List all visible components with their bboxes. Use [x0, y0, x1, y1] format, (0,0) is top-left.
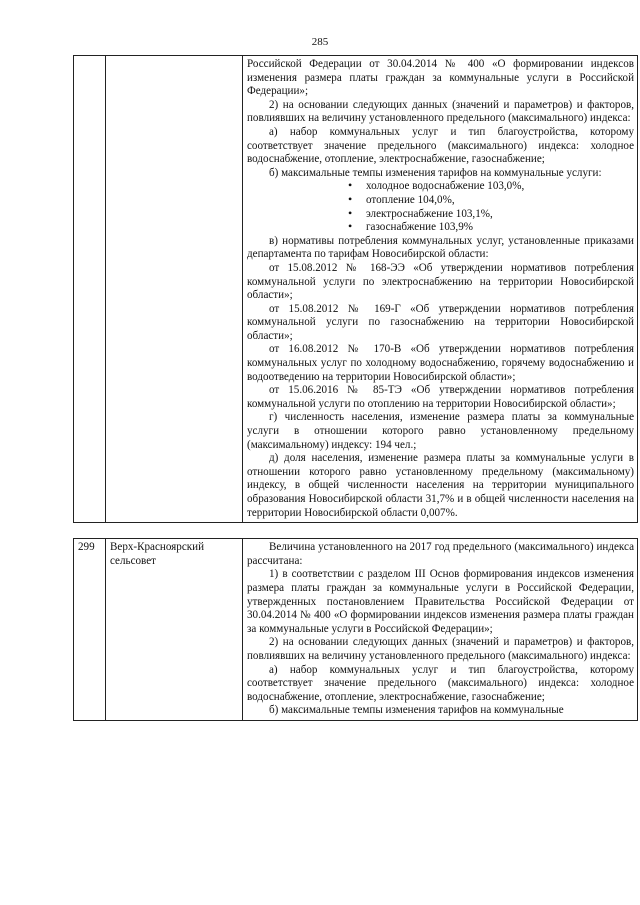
list-item: • газоснабжение 103,9%	[364, 221, 634, 235]
list-item: • отопление 104,0%,	[364, 194, 634, 208]
row-number-cell: 299	[74, 539, 106, 721]
paragraph: 2) на основании следующих данных (значений и параметров) и факторов, повлиявших на величину установленного предельного (максимального) индекса:	[247, 636, 634, 662]
table-gap	[74, 523, 638, 539]
paragraph: в) нормативы потребления коммунальных услуг, установленные приказами департамента по тарифам Новосибирской области:	[247, 234, 634, 261]
paragraph: г) численность населения, изменение размера платы за коммунальные услуги в отношении которого равно установленному предельному (максимальному) индексу: 194 чел.;	[247, 411, 634, 451]
paragraph: а) набор коммунальных услуг и тип благоустройства, которому соответствует значение предельного (максимального) индекса: холодное водоснабжение, отопление, электроснабжение, газоснабжение;	[247, 663, 634, 703]
table-row-continuation	[74, 56, 638, 523]
table-row-299	[74, 539, 638, 721]
description-cell	[243, 56, 638, 523]
paragraph: от 15.08.2012 № 169-Г «Об утверждении нормативов потребления коммунальной услуги по газоснабжению на территории Новосибирской области»;	[247, 302, 634, 342]
paragraph: от 15.08.2012 № 168-ЭЭ «Об утверждении нормативов потребления коммунальной услуги по электроснабжению на территории Новосибирской области»;	[247, 261, 634, 302]
paragraph: 1) в соответствии с разделом III Основ формирования индексов изменения размера платы граждан за коммунальные услуги в Российской Федерации, утвержденных постановлением Правительства Российской Федерации от 30.04.2014 № 400 «О формировании индексов изменения размера платы граждан за коммунальные услуги в Российской Федерации»;	[247, 568, 634, 635]
paragraph: 2) на основании следующих данных (значений и параметров) и факторов, повлиявших на величину установленного предельного (максимального) индекса:	[247, 98, 634, 125]
paragraph: Величина установленного на 2017 год предельного (максимального) индекса рассчитана:	[247, 541, 634, 567]
list-item: • электроснабжение 103,1%,	[364, 208, 634, 222]
paragraph: от 15.06.2016 № 85-ТЭ «Об утверждении нормативов потребления коммунальной услуги по отоплению на территории Новосибирской области»;	[247, 384, 634, 410]
description-cell	[243, 539, 638, 721]
municipality-name-cell: Верх-Красноярский сельсовет	[106, 539, 243, 721]
document-table	[73, 55, 638, 721]
municipality-name-cell	[106, 56, 243, 523]
paragraph: от 16.08.2012 № 170-В «Об утверждении нормативов потребления коммунальных услуг по холодному водоснабжению, горячему водоснабжению и водоотведению на территории Новосибирской области»;	[247, 343, 634, 383]
paragraph: б) максимальные темпы изменения тарифов на коммунальные услуги:	[269, 166, 602, 179]
page-number: 285	[311, 36, 329, 48]
paragraph: а) набор коммунальных услуг и тип благоустройства, которому соответствует значение предельного (максимального) индекса: холодное водоснабжение, отопление, электроснабжение, газоснабжение;	[247, 125, 634, 166]
paragraph: Российской Федерации от 30.04.2014 № 400 «О формировании индексов изменения размера платы граждан за коммунальные услуги в Российской Федерации»;	[247, 58, 634, 98]
paragraph: б) максимальные темпы изменения тарифов на коммунальные	[269, 704, 564, 717]
row-number-cell	[74, 56, 106, 523]
paragraph: д) доля населения, изменение размера платы за коммунальные услуги в отношении которого равно установленному предельному (максимальному) индексу, в общей численности населения на территории муниципального образования Новосибирской области 31,7% и в общей численности населения на территории Новосибирской области 0,007%.	[247, 452, 634, 519]
tariff-bullet-list	[247, 180, 634, 234]
list-item: • холодное водоснабжение 103,0%,	[364, 180, 634, 194]
